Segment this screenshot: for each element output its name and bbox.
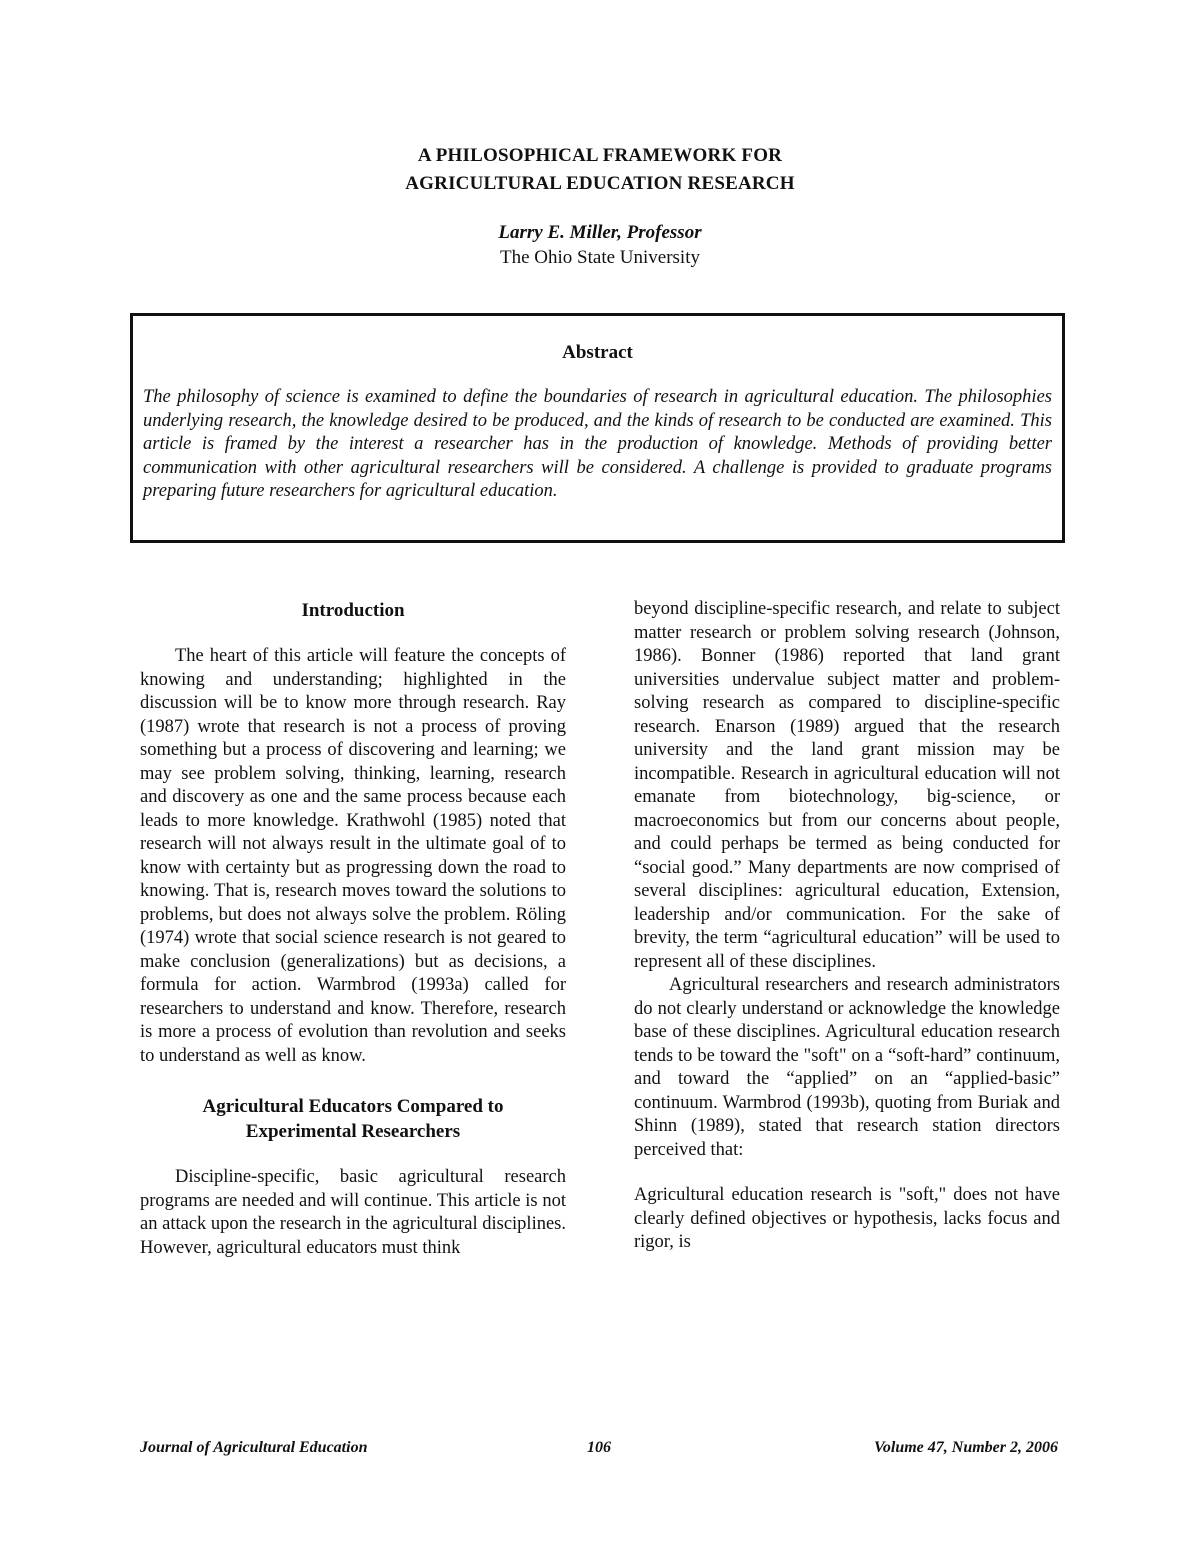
page-footer	[140, 1436, 1058, 1460]
footer-volume: Volume 47, Number 2, 2006	[873, 1439, 1058, 1456]
abstract-heading: Abstract	[562, 342, 633, 363]
introduction-paragraph: The heart of this article will feature the concepts of knowing and understanding; highlighted in the discussion will be to know more through research. Ray (1987) wrote that research is not a process of proving something but a process of discovering and learning; we may see problem solving, thinking, learning, research and discovery as one and the same process because each leads to more knowledge. Krathwohl (1985) noted that research will not always result in the ultimate goal of to know with certainty but as progressing down the road to knowing. That is, research moves toward the solutions to problems, but does not always solve the problem. Röling (1974) wrote that social science research is not geared to make conclusion (generalizations) but as decisions, a formula for action. Warmbrod (1993a) called for researchers to understand and know. Therefore, research is more a process of evolution than revolution and seeks to understand as well as know.	[140, 646, 566, 1066]
right-paragraph-2: Agricultural researchers and research administrators do not clearly understand or acknowledge the knowledge base of these disciplines. Agricultural education research tends to be toward the "soft" on a “soft-hard” continuum, and toward the “applied” on an “applied-basic” continuum. Warmbrod (1993b), quoting from Buriak and Shinn (1989), stated that research station directors perceived that:	[634, 975, 1060, 1160]
right-column	[634, 598, 1060, 1255]
section-paragraph: Discipline-specific, basic agricultural research programs are needed and will continue. This article is not an attack upon the research in the agricultural disciplines. However, agricultural educators must think	[140, 1167, 566, 1258]
title-block	[0, 142, 1200, 270]
introduction-heading: Introduction	[301, 600, 405, 621]
section-heading-line-1: Agricultural Educators Compared to	[202, 1096, 504, 1117]
abstract-box	[130, 313, 1065, 543]
footer-page-number: 106	[587, 1439, 611, 1456]
left-column	[140, 598, 566, 1260]
article-title-line-1: A PHILOSOPHICAL FRAMEWORK FOR	[417, 145, 783, 166]
block-quote: Agricultural education research is "soft," does not have clearly defined objectives or hypothesis, lacks focus and rigor, is	[634, 1185, 1060, 1252]
article-title-line-2: AGRICULTURAL EDUCATION RESEARCH	[405, 173, 795, 194]
right-paragraph-1: beyond discipline-specific research, and relate to subject matter research or problem solving research (Johnson, 1986). Bonner (1986) reported that land grant universities undervalue subject matter and problem-solving research as compared to discipline-specific research. Enarson (1989) argued that the research university and the land grant mission may be incompatible. Research in agricultural education will not emanate from biotechnology, big-science, or macroeconomics but from our concerns about people, and could perhaps be termed as being conducted for “social good.” Many departments are now comprised of several disciplines: agricultural education, Extension, leadership and/or communication. For the sake of brevity, the term “agricultural education” will be used to represent all of these disciplines.	[634, 599, 1060, 972]
author-affiliation: The Ohio State University	[500, 247, 700, 268]
author-name: Larry E. Miller, Professor	[498, 222, 702, 243]
abstract-text: The philosophy of science is examined to define the boundaries of research in agricultural education. The philosophies underlying research, the knowledge desired to be produced, and the kinds of research to be conducted are examined. This article is framed by the interest a researcher has in the production of knowledge. Methods of providing better communication with other agricultural researchers will be considered. A challenge is provided to graduate programs preparing future researchers for agricultural education.	[143, 387, 1052, 501]
footer-journal: Journal of Agricultural Education	[140, 1439, 368, 1456]
section-heading-line-2: Experimental Researchers	[245, 1121, 461, 1142]
